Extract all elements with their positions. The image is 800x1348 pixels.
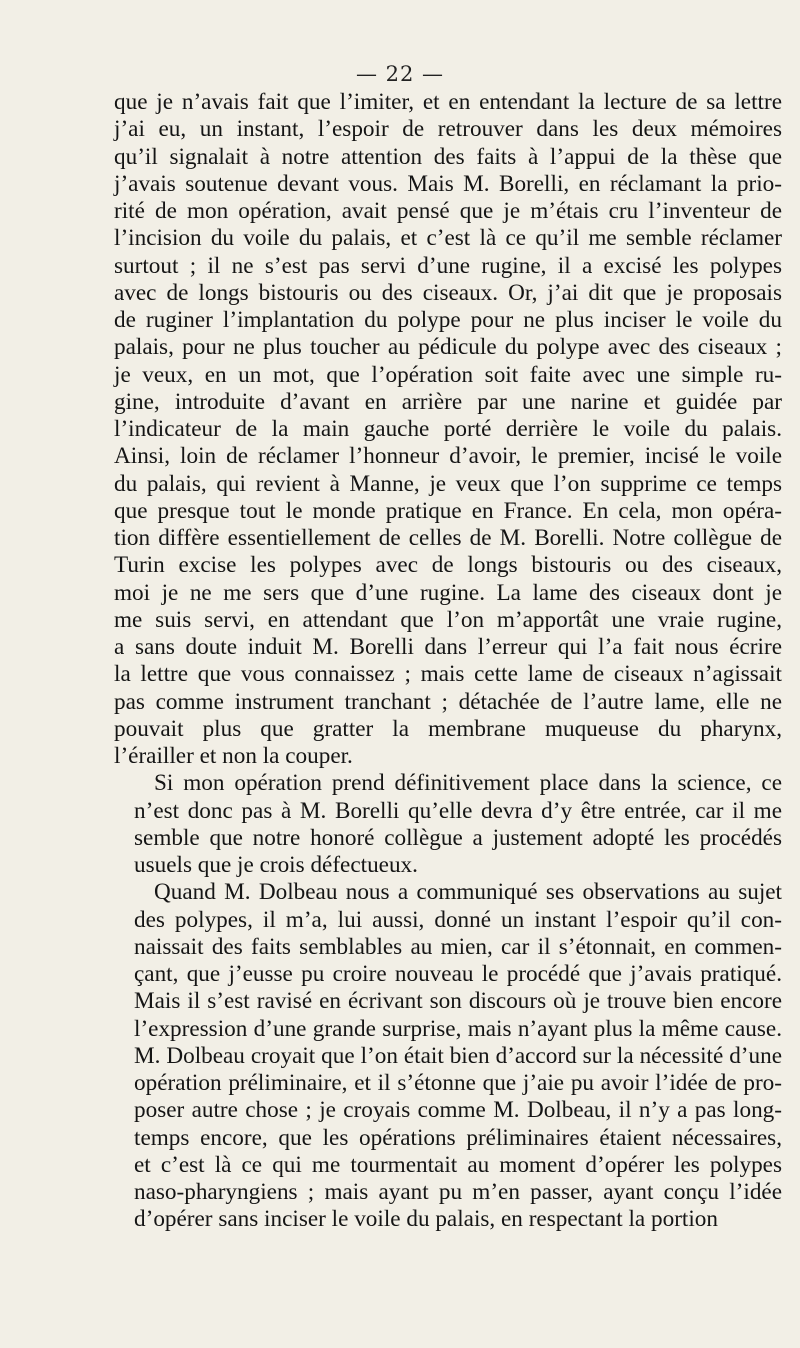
paragraph-3 <box>114 879 782 1233</box>
text-line: j’ai eu, un instant, l’espoir de retrouver dans les deux mémoires <box>114 116 782 143</box>
text-line: j’avais soutenue devant vous. Mais M. Borelli, en réclamant la prio- <box>114 170 782 197</box>
paragraph-1 <box>114 89 782 770</box>
text-line: Si mon opération prend définitivement place dans la science, ce <box>154 770 782 797</box>
text-line: que presque tout le monde pratique en France. En cela, mon opéra- <box>114 497 782 524</box>
text-line: moi je ne me sers que d’une rugine. La lame des ciseaux dont je <box>114 579 782 606</box>
text-line: la lettre que vous connaissez ; mais cette lame de ciseaux n’agissait <box>114 661 782 688</box>
text-line: Ainsi, loin de réclamer l’honneur d’avoir, le premier, incisé le voile <box>114 443 782 470</box>
text-line: d’opérer sans inciser le voile du palais, en respectant la portion <box>134 1206 718 1233</box>
text-line: naso-pharyngiens ; mais ayant pu m’en passer, ayant conçu l’idée <box>134 1179 782 1205</box>
text-line: pouvait plus que gratter la membrane muqueuse du pharynx, <box>114 715 782 742</box>
text-line: du palais, qui revient à Manne, je veux que l’on supprime ce temps <box>114 470 782 497</box>
text-line: çant, que j’eusse pu croire nouveau le procédé que j’avais pratiqué. <box>134 961 782 987</box>
text-line: n’est donc pas à M. Borelli qu’elle devra d’y être entrée, car il me <box>134 797 782 824</box>
text-line: temps encore, que les opérations préliminaires étaient nécessaires, <box>134 1124 782 1151</box>
text-line: Turin excise les polypes avec de longs bistouris ou des ciseaux, <box>114 552 782 579</box>
page-number: — 22 — <box>355 62 445 86</box>
text-line: pas comme instrument tranchant ; détachée de l’autre lame, elle ne <box>114 688 782 715</box>
text-line: l’indicateur de la main gauche porté derrière le voile du palais. <box>114 416 782 442</box>
text-line: tion diffère essentiellement de celles de M. Borelli. Notre collègue de <box>114 525 782 551</box>
text-line: l’érailler et non la couper. <box>114 743 353 769</box>
text-line: M. Dolbeau croyait que l’on était bien d’accord sur la nécessité d’une <box>134 1042 782 1069</box>
text-line: Quand M. Dolbeau nous a communiqué ses observations au sujet <box>154 879 782 906</box>
body-text <box>114 89 782 1234</box>
text-line: que je n’avais fait que l’imiter, et en entendant la lecture de sa lettre <box>114 89 782 115</box>
text-line: rité de mon opération, avait pensé que je m’étais cru l’inventeur de <box>114 198 782 224</box>
text-line: et c’est là ce qui me tourmentait au moment d’opérer les polypes <box>134 1151 782 1178</box>
paragraph-2 <box>114 770 782 879</box>
text-line: Mais il s’est ravisé en écrivant son discours où je trouve bien encore <box>134 988 782 1015</box>
text-line: a sans doute induit M. Borelli dans l’erreur qui l’a fait nous écrire <box>114 634 782 660</box>
text-line: me suis servi, en attendant que l’on m’apportât une vraie rugine, <box>114 606 782 633</box>
text-line: gine, introduite d’avant en arrière par une narine et guidée par <box>114 388 782 415</box>
text-line: naissait des faits semblables au mien, car il s’étonnait, en commen- <box>134 933 782 960</box>
text-line: je veux, en un mot, que l’opération soit faite avec une simple ru- <box>114 361 782 388</box>
text-line: usuels que je crois défectueux. <box>134 852 418 878</box>
text-line: palais, pour ne plus toucher au pédicule du polype avec des ciseaux ; <box>114 334 782 361</box>
text-line: surtout ; il ne s’est pas servi d’une rugine, il a excisé les polypes <box>114 252 782 279</box>
text-line: opération préliminaire, et il s’étonne que j’aie pu avoir l’idée de pro- <box>134 1070 782 1096</box>
text-line: de ruginer l’implantation du polype pour ne plus inciser le voile du <box>114 307 782 333</box>
text-line: poser autre chose ; je croyais comme M. Dolbeau, il n’y a pas long- <box>134 1097 782 1124</box>
text-line: semble que notre honoré collègue a justement adopté les procédés <box>134 824 782 851</box>
text-line: l’expression d’une grande surprise, mais n’ayant plus la même cause. <box>134 1015 782 1042</box>
text-line: avec de longs bistouris ou des ciseaux. Or, j’ai dit que je proposais <box>114 279 782 306</box>
text-line: des polypes, il m’a, lui aussi, donné un instant l’espoir qu’il con- <box>134 906 782 933</box>
text-line: l’incision du voile du palais, et c’est là ce qu’il me semble réclamer <box>114 225 782 252</box>
text-line: qu’il signalait à notre attention des faits à l’appui de la thèse que <box>114 143 782 170</box>
